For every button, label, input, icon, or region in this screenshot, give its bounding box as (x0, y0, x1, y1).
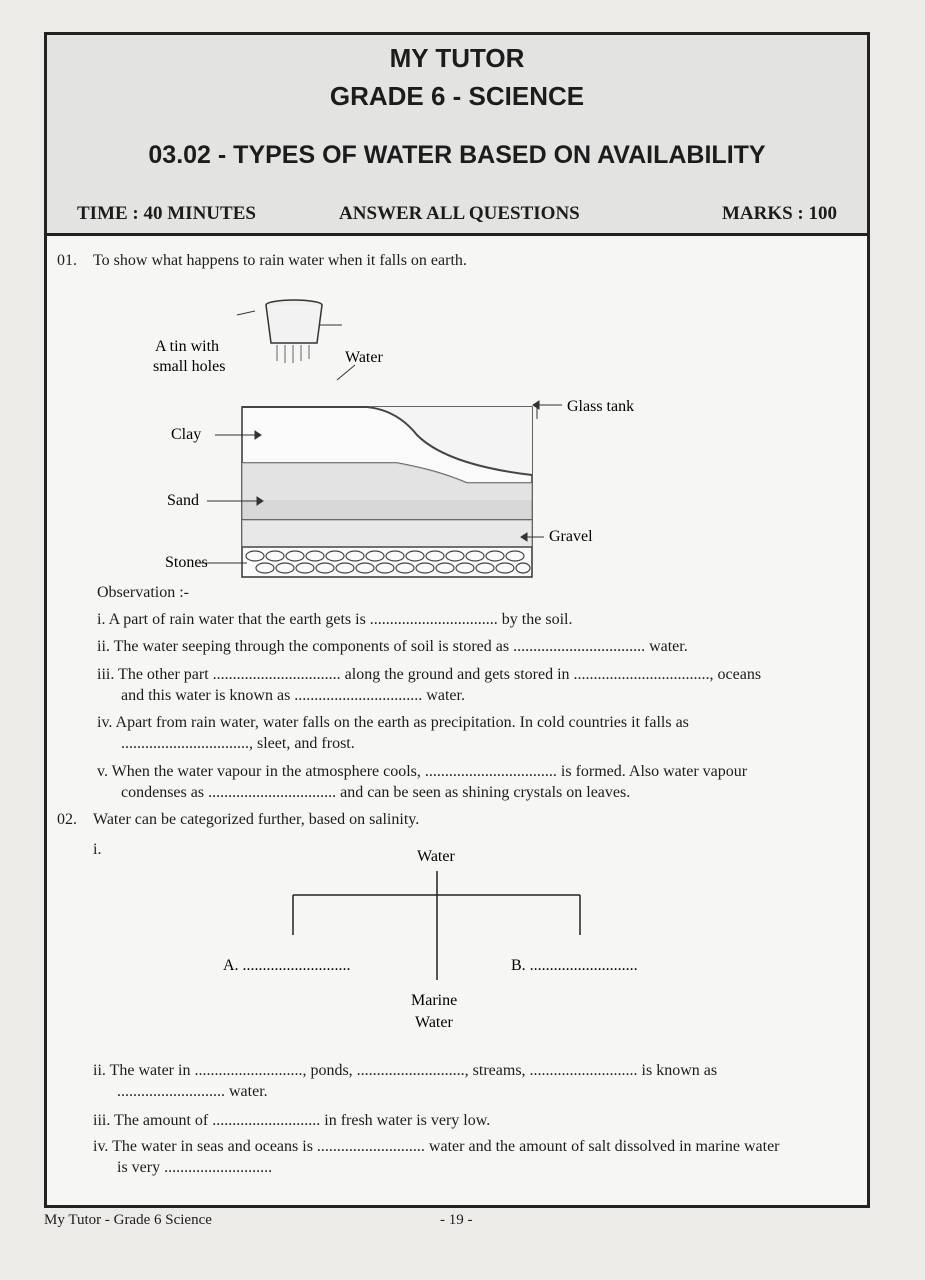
worksheet-header (47, 35, 867, 236)
observation-iv-line2: ................................, sleet, and frost. (121, 735, 355, 752)
label-tin-line2: small holes (153, 358, 226, 375)
label-stones: Stones (165, 554, 208, 571)
worksheet-page (44, 32, 870, 1208)
observation-iii-line1: iii. The other part ................................ along the ground and gets stored in .................................., oceans (97, 666, 762, 683)
header-time: TIME : 40 MINUTES (77, 203, 256, 224)
q1-number: 01. (57, 252, 77, 269)
tin-with-holes-icon (266, 300, 322, 363)
label-clay: Clay (171, 426, 202, 443)
q2-number: 02. (57, 811, 77, 828)
q2-prompt: Water can be categorized further, based on salinity. (93, 811, 420, 828)
q2-sub-i: i. (93, 841, 102, 858)
label-glass-tank: Glass tank (567, 398, 635, 415)
observation-v-line2: condenses as ................................ and can be seen as shining crystals on leaves. (121, 784, 631, 801)
header-lesson: 03.02 - TYPES OF WATER BASED ON AVAILABILITY (148, 141, 766, 169)
observation-heading: Observation :- (97, 584, 189, 601)
tree-marine-line1: Marine (411, 992, 458, 1009)
q2-iv-line1: iv. The water in seas and oceans is ........................... water and the amount of salt dissolved in marine water (93, 1138, 780, 1155)
header-title: MY TUTOR (389, 43, 525, 73)
glass-tank (242, 407, 532, 577)
header-grade: GRADE 6 - SCIENCE (329, 81, 585, 111)
observation-v-line1: v. When the water vapour in the atmosphere cools, ................................. is formed. Also water vapour (97, 763, 748, 780)
footer-page-number: - 19 - (440, 1212, 473, 1228)
tree-branch-b: B. ........................... (511, 957, 638, 974)
q2-ii-line1: ii. The water in ..........................., ponds, ..........................., streams, ........................... is known as (93, 1062, 718, 1079)
q2-ii-line2: ........................... water. (117, 1083, 268, 1100)
q2-iv-line2: is very ........................... (117, 1159, 273, 1176)
water-classification-tree (47, 835, 873, 1035)
observation-i: i. A part of rain water that the earth gets is ................................ by the soil. (97, 611, 573, 628)
footer-book-title: My Tutor - Grade 6 Science (44, 1212, 212, 1228)
tree-branch-a: A. ........................... (223, 957, 351, 974)
header-marks: MARKS : 100 (721, 203, 837, 224)
observation-iv-line1: iv. Apart from rain water, water falls on the earth as precipitation. In cold countries it falls as (97, 714, 689, 731)
soil-layer-diagram (47, 285, 873, 605)
observation-ii: ii. The water seeping through the components of soil is stored as ................................. water. (97, 638, 688, 655)
label-sand: Sand (167, 492, 199, 509)
observation-iii-line2: and this water is known as ................................ water. (121, 687, 465, 704)
q1-prompt: To show what happens to rain water when it falls on earth. (93, 252, 467, 269)
header-instructions: ANSWER ALL QUESTIONS (339, 203, 580, 224)
label-tin-line1: A tin with (155, 338, 220, 355)
tree-root-water: Water (417, 848, 455, 865)
label-gravel: Gravel (549, 528, 593, 545)
tree-marine-line2: Water (415, 1014, 453, 1031)
label-water: Water (345, 349, 383, 366)
q2-iii: iii. The amount of ........................... in fresh water is very low. (93, 1112, 491, 1129)
